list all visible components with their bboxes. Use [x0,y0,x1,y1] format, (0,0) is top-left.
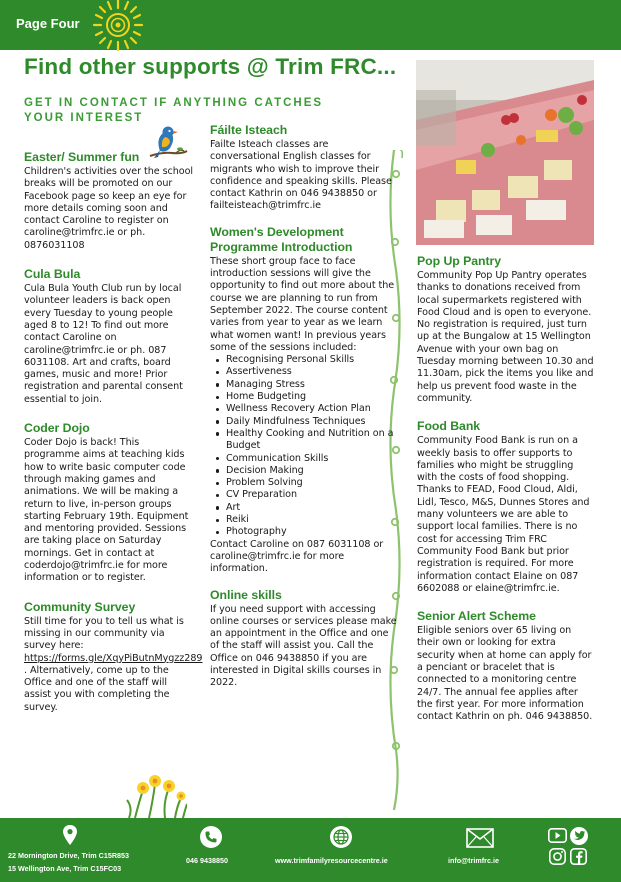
section-body: If you need support with accessing online courses or services please make an appointment in the Office and one of the staff will assist you. Call the Office on 046 9438850 if you are interested in Digital skills courses in 2022. [210,603,397,689]
sun-logo [88,0,148,52]
session-list-item: Photography [210,526,398,538]
session-list-item: Wellness Recovery Action Plan [210,403,398,415]
section-senior-alert [417,609,595,723]
survey-text-2: . Alternatively, come up to the Office and one of the staff will assist you with completing the survey. [24,664,170,713]
section-heading: Women's Development Programme Introduction [210,224,353,254]
section-heading: Pop Up Pantry [417,254,502,268]
header-bar [0,0,621,50]
section-heading: Community Survey [24,599,136,614]
session-list-item: Healthy Cooking and Nutrition on a Budget [210,428,398,453]
instagram-icon[interactable] [549,848,566,865]
phone-icon [200,826,222,848]
globe-icon [330,826,352,848]
session-list-item: Managing Stress [210,379,398,391]
page-label: Page Four [16,16,80,31]
section-body: Coder Dojo is back! This programme aims at teaching kids how to write basic computer code through making games and animations. We will be making a return to live, in-person groups starting February 19th. Equipment and mentoring provided. Sessions are taking place on Saturday mornings. Get in contact at coderdojo@trimfrc.ie for more information or to register. [24,437,189,584]
section-heading: Food Bank [417,419,481,434]
page-title: Find other supports @ Trim FRC... [24,54,397,79]
session-list-item: Recognising Personal Skills [210,354,398,366]
address-line-2: 15 Wellington Ave, Trim C15FC03 [8,864,122,873]
session-list [210,354,398,538]
session-list-item: Daily Mindfulness Techniques [210,416,398,428]
section-heading: Coder Dojo [24,421,90,436]
session-list-item: Problem Solving [210,477,398,489]
section-outro: Contact Caroline on 087 6031108 or caroline@trimfrc.ie for more information. [210,538,384,575]
survey-link[interactable]: https://forms.gle/XqyPiButnMygzz289 [24,652,203,664]
section-heading: Fáilte Isteach [210,123,288,137]
section-heading: Easter/ Summer fun [24,150,140,164]
session-list-item: Home Budgeting [210,391,398,403]
section-womens-development [210,225,398,576]
section-coder-dojo [24,421,196,585]
section-online-skills [210,588,398,690]
section-intro: These short group face to face introduction sessions will give the opportunity to find out more about the course we are planning to run from September 2022. The course content varies from year to year as we learn what women want! In previous years some of the sessions included: [210,255,395,353]
page-subtitle: GET IN CONTACT IF ANYTHING CATCHES YOUR INTEREST [24,97,324,124]
footer-bar [0,818,621,882]
column-right [417,254,595,724]
section-pop-up-pantry [417,254,595,405]
session-list-item: Assertiveness [210,366,398,378]
location-pin-icon [62,824,78,846]
section-heading: Cula Bula [24,267,81,282]
session-list-item: Reiki [210,514,398,526]
address-block [8,849,129,875]
section-body [24,615,203,714]
survey-text-1: Still time for you to tell us what is missing in our community via survey here: [24,615,184,652]
section-body: Eligible seniors over 65 living on their own or looking for extra security when at home can apply for a penciant or bracelet that is connected to a monitoring centre 24/7. The annual fee applies after the first year. For more information contact Kathrin on ph. 046 9438850. [417,625,593,723]
twitter-icon[interactable] [570,827,588,845]
section-body: Community Pop Up Pantry operates thanks to donations received from local supermarkets registered with Food Cloud and is open to everyone. No registration is required, just turn up at the Bungalow at 15 Wellington Avenue with your own bag on Tuesday morning between 10.30 and 11.30am, pick the items you like and help us prevent food waste in the community. [417,270,594,404]
envelope-icon [466,828,494,848]
section-body: Failte Isteach classes are conversational English classes for migrants who wish to improve their confidence and speaking skills. Please contact Kathrin on 046 9438850 or failteisteach@trimfrc.ie [210,139,392,212]
footer-phone[interactable]: 046 9438850 [186,856,228,865]
section-food-bank [417,419,595,595]
section-body: Children's activities over the school breaks will be promoted on our Facebook page so keep an eye for more details coming soon and contact Caroline to register on caroline@trimfrc.ie or ph. 0876031108 [24,166,194,251]
section-heading: Online skills [210,587,282,602]
session-list-item: Decision Making [210,465,398,477]
youtube-icon[interactable] [548,828,567,843]
section-easter [24,150,196,252]
session-list-item: Communication Skills [210,453,398,465]
footer-website[interactable]: www.trimfamilyresourcecentre.ie [275,856,388,865]
column-middle [210,123,398,690]
facebook-icon[interactable] [570,848,587,865]
pantry-photo [416,60,594,245]
section-heading: Senior Alert Scheme [417,609,536,624]
session-list-item: Art [210,502,398,514]
session-list-item: CV Preparation [210,489,398,501]
section-body: Community Food Bank is run on a weekly basis to offer supports to families who might be struggling with the costs of food shopping. Thanks to FEAD, Food Cloud, Aldi, Lidl, Tesco, M&S, Dunnes Stores and many volunteers we are able to support local families. There is no cost for accessing Trim FRC Community Food Bank but prior registration is required. For more information contact Elaine on 087 6602088 or elaine@trimfrc.ie. [417,435,590,594]
section-body: Cula Bula Youth Club run by local volunteer leaders is back open every Tuesday to young people aged 8 to 12! To find out more contact Caroline on caroline@trimfrc.ie or ph. 087 6031108. Art and crafts, board games, music and more! Prior registration and parental consent essential to join. [24,283,183,405]
section-failte-isteach [210,123,398,213]
column-left [24,150,203,714]
address-line-1: 22 Mornington Drive, Trim C15R853 [8,851,130,860]
daffodils-illustration [125,766,187,818]
footer-email[interactable]: info@trimfrc.ie [448,856,499,865]
section-community-survey [24,599,203,714]
section-cula-bula [24,267,196,406]
